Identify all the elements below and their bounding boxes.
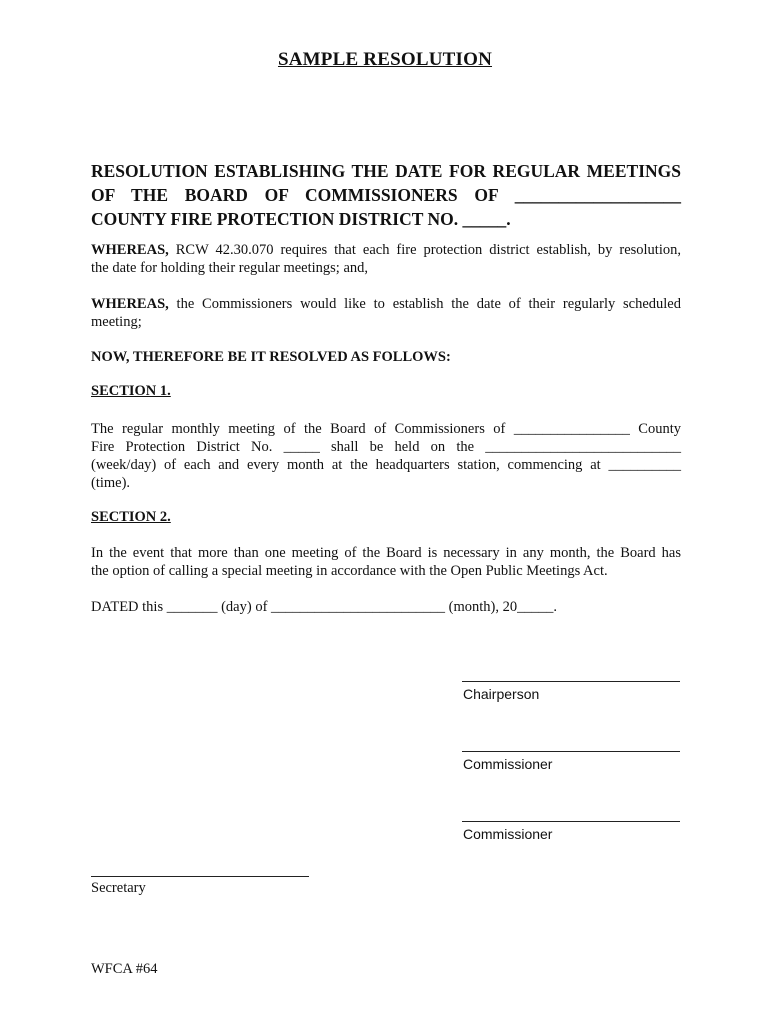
whereas-1-text: RCW 42.30.070 requires that each fire protection district establish, by resolution, bbox=[168, 242, 681, 258]
section-2-line-1: In the event that more than one meeting of the Board is necessary in any month, the Board has bbox=[91, 545, 681, 561]
commissioner-2-label: Commissioner bbox=[463, 826, 553, 842]
dated-line: DATED this _______ (day) of ________________________ (month), 20_____. bbox=[91, 599, 557, 615]
heading-line-2: OF THE BOARD OF COMMISSIONERS OF ___________________ bbox=[91, 185, 681, 205]
section-1-line-1: The regular monthly meeting of the Board of Commissioners of ________________ County bbox=[91, 421, 681, 437]
section-1-title: SECTION 1. bbox=[91, 383, 171, 399]
section-1-line-2: Fire Protection District No. _____ shall be held on the ___________________________ bbox=[91, 439, 681, 455]
chairperson-signature-line bbox=[462, 681, 680, 682]
form-number: WFCA #64 bbox=[91, 961, 158, 977]
whereas-2-lead: WHEREAS, bbox=[91, 296, 169, 312]
section-2-title: SECTION 2. bbox=[91, 509, 171, 525]
commissioner-1-signature-line bbox=[462, 751, 680, 752]
resolution-heading bbox=[91, 159, 681, 231]
commissioner-2-signature-line bbox=[462, 821, 680, 822]
whereas-paragraph-2 bbox=[91, 295, 681, 331]
commissioner-1-label: Commissioner bbox=[463, 756, 553, 772]
chairperson-label: Chairperson bbox=[463, 686, 540, 702]
document-title: SAMPLE RESOLUTION bbox=[277, 49, 493, 70]
section-2-body bbox=[91, 544, 681, 580]
section-1-line-4: (time). bbox=[91, 475, 131, 491]
whereas-1-lead: WHEREAS, bbox=[91, 242, 169, 258]
section-1-body bbox=[91, 420, 681, 492]
whereas-2-line-1 bbox=[91, 295, 681, 313]
whereas-paragraph-1 bbox=[91, 241, 681, 277]
whereas-2-line-2: meeting; bbox=[91, 314, 142, 330]
heading-line-3: COUNTY FIRE PROTECTION DISTRICT NO. _____. bbox=[91, 209, 511, 229]
whereas-1-line-2: the date for holding their regular meetings; and, bbox=[91, 260, 369, 276]
heading-line-1: RESOLUTION ESTABLISHING THE DATE FOR REGULAR MEETINGS bbox=[91, 161, 681, 181]
resolved-statement: NOW, THEREFORE BE IT RESOLVED AS FOLLOWS: bbox=[91, 349, 451, 365]
secretary-label: Secretary bbox=[91, 880, 146, 896]
section-1-line-3: (week/day) of each and every month at the headquarters station, commencing at __________ bbox=[91, 457, 681, 473]
whereas-1-line-1 bbox=[91, 241, 681, 259]
secretary-signature-line bbox=[91, 876, 309, 877]
whereas-2-text: the Commissioners would like to establish the date of their regularly scheduled bbox=[168, 296, 681, 312]
section-2-line-2: the option of calling a special meeting in accordance with the Open Public Meetings Act. bbox=[91, 563, 608, 579]
